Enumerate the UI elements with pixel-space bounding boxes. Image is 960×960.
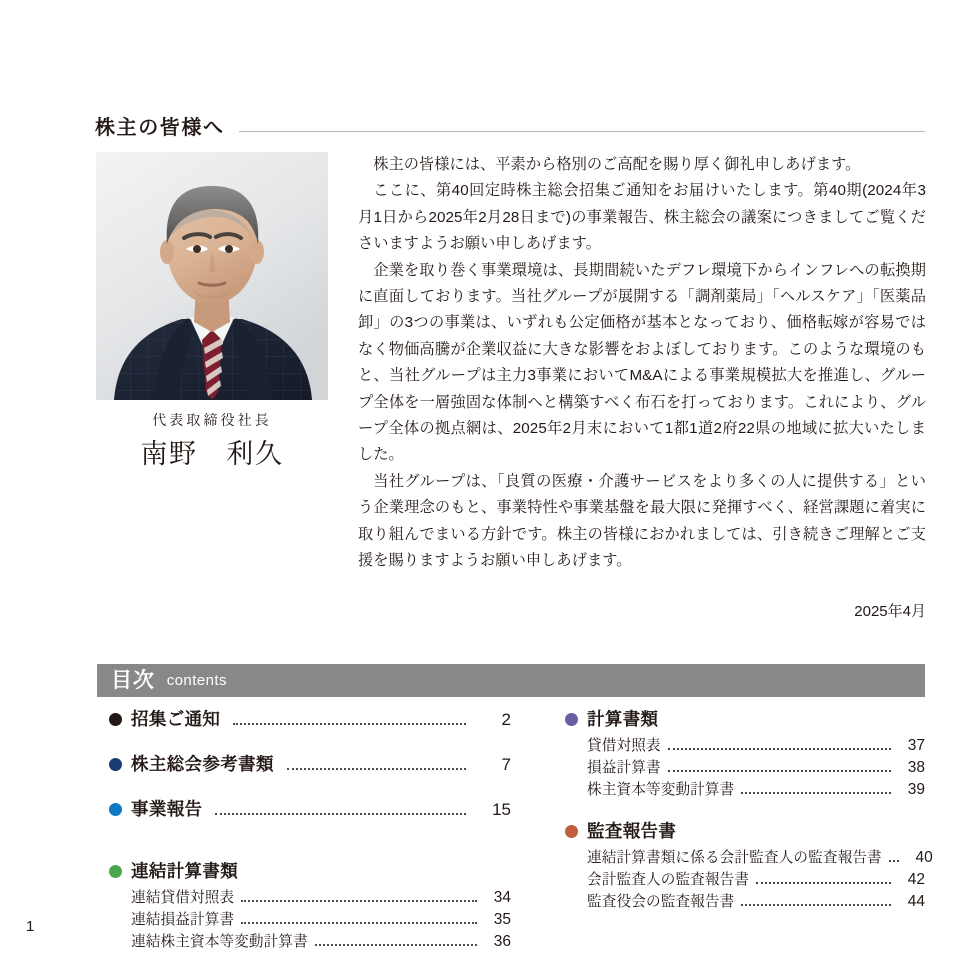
- toc-entry-label: 計算書類: [587, 709, 659, 729]
- toc-sub-entry-label: 連結貸借対照表: [131, 890, 235, 906]
- leader-dots: [315, 944, 477, 946]
- toc-group: [553, 818, 933, 911]
- leader-dots: [889, 860, 899, 862]
- toc-group: [97, 796, 511, 821]
- toc-entry[interactable]: [553, 706, 925, 731]
- toc-sub-entry-page: 38: [907, 759, 925, 776]
- toc-entry-label: 連結計算書類: [131, 861, 239, 881]
- toc-entry[interactable]: [97, 706, 511, 731]
- toc-bullet-blue: [109, 803, 122, 816]
- portrait-illustration: [96, 152, 328, 400]
- toc-group: [97, 858, 511, 951]
- greeting-heading: [95, 112, 925, 144]
- heading-rule: [239, 131, 925, 132]
- toc-sub-entry-page: 36: [493, 933, 511, 950]
- letter-paragraph: 当社グループは、「良質の医療・介護サービスをより多くの人に提供する」という企業理念のもと、事業特性や事業基盤を最大限に発揮すべく、経営課題に着実に取り組んでまいる方針です。株主の皆様におかれましては、引き続きご理解とご支援を賜りますようお願い申しあげます。: [358, 472, 926, 570]
- toc-sub-entry[interactable]: [553, 756, 925, 777]
- leader-dots: [668, 770, 891, 772]
- leader-dots: [756, 882, 891, 884]
- contents-header-bar: [97, 664, 925, 697]
- toc-sub-entry-page: 37: [907, 737, 925, 754]
- leader-dots: [241, 922, 477, 924]
- toc-sub-entry-label: 株主資本等変動計算書: [587, 782, 735, 798]
- toc-sub-entry-label: 連結計算書類に係る会計監査人の監査報告書: [587, 850, 882, 866]
- leader-dots: [215, 813, 466, 815]
- toc-entry[interactable]: [97, 858, 511, 883]
- letter-paragraph: 株主の皆様には、平素から格別のご高配を賜り厚く御礼申しあげます。: [373, 156, 861, 173]
- toc-bullet-black: [109, 713, 122, 726]
- toc-entry-label: 招集ご通知: [131, 709, 221, 729]
- toc-entry[interactable]: [97, 751, 511, 776]
- toc-bullet-terracotta: [565, 825, 578, 838]
- signature-name: 南野 利久: [140, 439, 284, 469]
- toc-sub-entry-label: 連結損益計算書: [131, 912, 235, 928]
- toc-sub-entry[interactable]: [97, 886, 511, 907]
- signature-role: 代表取締役社長: [152, 412, 272, 428]
- greeting-letter-body: [358, 152, 926, 575]
- toc-sub-entry[interactable]: [553, 778, 925, 799]
- toc-sub-entry-page: 40: [915, 849, 933, 866]
- leader-dots: [741, 904, 891, 906]
- toc-entry[interactable]: [97, 796, 511, 821]
- president-portrait-photo: [96, 152, 328, 400]
- toc-sub-entry[interactable]: [553, 846, 933, 867]
- toc-sub-entry-page: 34: [493, 889, 511, 906]
- toc-bullet-purple: [565, 713, 578, 726]
- spacer: [97, 841, 511, 858]
- contents-title-jp: 目次: [111, 669, 155, 692]
- toc-entry-label: 株主総会参考書類: [131, 754, 274, 774]
- toc-entry-label: 監査報告書: [587, 821, 677, 841]
- toc-sub-entry[interactable]: [553, 890, 925, 911]
- toc-sub-entry[interactable]: [97, 930, 511, 951]
- toc-sub-entry-page: 39: [907, 781, 925, 798]
- toc-bullet-navy: [109, 758, 122, 771]
- toc-entry[interactable]: [553, 818, 925, 843]
- leader-dots: [241, 900, 477, 902]
- toc-bullet-green: [109, 865, 122, 878]
- letter-paragraph: ここに、第40回定時株主総会招集ご通知をお届けいたします。第40期(2024年3月1日から2025年2月28日まで)の事業報告、株主総会の議案につきましてご覧くださいますようお願い申しあげます。: [358, 182, 926, 253]
- toc-entry-page: 15: [492, 800, 511, 819]
- toc-entry-page: 7: [501, 755, 511, 774]
- spacer: [553, 801, 925, 818]
- table-of-contents: [97, 706, 933, 953]
- leader-dots: [233, 723, 466, 725]
- toc-sub-entry-page: 35: [493, 911, 511, 928]
- greeting-heading-text: 株主の皆様へ: [95, 117, 225, 139]
- toc-sub-entry-page: 44: [907, 893, 925, 910]
- toc-sub-entry-label: 監査役会の監査報告書: [587, 894, 735, 910]
- toc-right-column: [511, 706, 933, 953]
- toc-sub-entry-page: 42: [907, 871, 925, 888]
- toc-group: [97, 751, 511, 776]
- toc-sub-entry-label: 損益計算書: [587, 760, 661, 776]
- toc-entry-page: 2: [501, 710, 511, 729]
- toc-group: [97, 706, 511, 731]
- leader-dots: [668, 748, 891, 750]
- toc-entry-label: 事業報告: [131, 799, 203, 819]
- toc-sub-entry[interactable]: [553, 868, 925, 889]
- toc-sub-entry-label: 会計監査人の監査報告書: [587, 872, 750, 888]
- toc-sub-entry-label: 連結株主資本等変動計算書: [131, 934, 308, 950]
- leader-dots: [287, 768, 466, 770]
- toc-sub-entry[interactable]: [553, 734, 925, 755]
- letter-paragraph: 企業を取り巻く事業環境は、長期間続いたデフレ環境下からインフレへの転換期に直面しております。当社グループが展開する「調剤薬局」「ヘルスケア」「医薬品卸」の3つの事業は、いずれも公定価格が基本となっており、価格転嫁が容易ではなく物価高騰が企業収益に大きな影響をおよぼしております。このような環境のもと、当社グループは主力3事業においてM&Aによる事業規模拡大を推進し、グループ全体を一層強固な体制へと構築すべく布石を打っております。これにより、グループ全体の拠点網は、2025年2月末において1都1道2府22県の地域に拡大いたしました。: [358, 261, 926, 464]
- toc-sub-entry-label: 貸借対照表: [587, 738, 661, 754]
- leader-dots: [741, 792, 891, 794]
- toc-sub-entry[interactable]: [97, 908, 511, 929]
- page-number-folio: 1: [26, 918, 35, 935]
- toc-group: [553, 706, 925, 799]
- contents-title-en: contents: [166, 672, 227, 689]
- toc-left-column: [97, 706, 511, 953]
- letter-date: 2025年4月: [854, 603, 926, 620]
